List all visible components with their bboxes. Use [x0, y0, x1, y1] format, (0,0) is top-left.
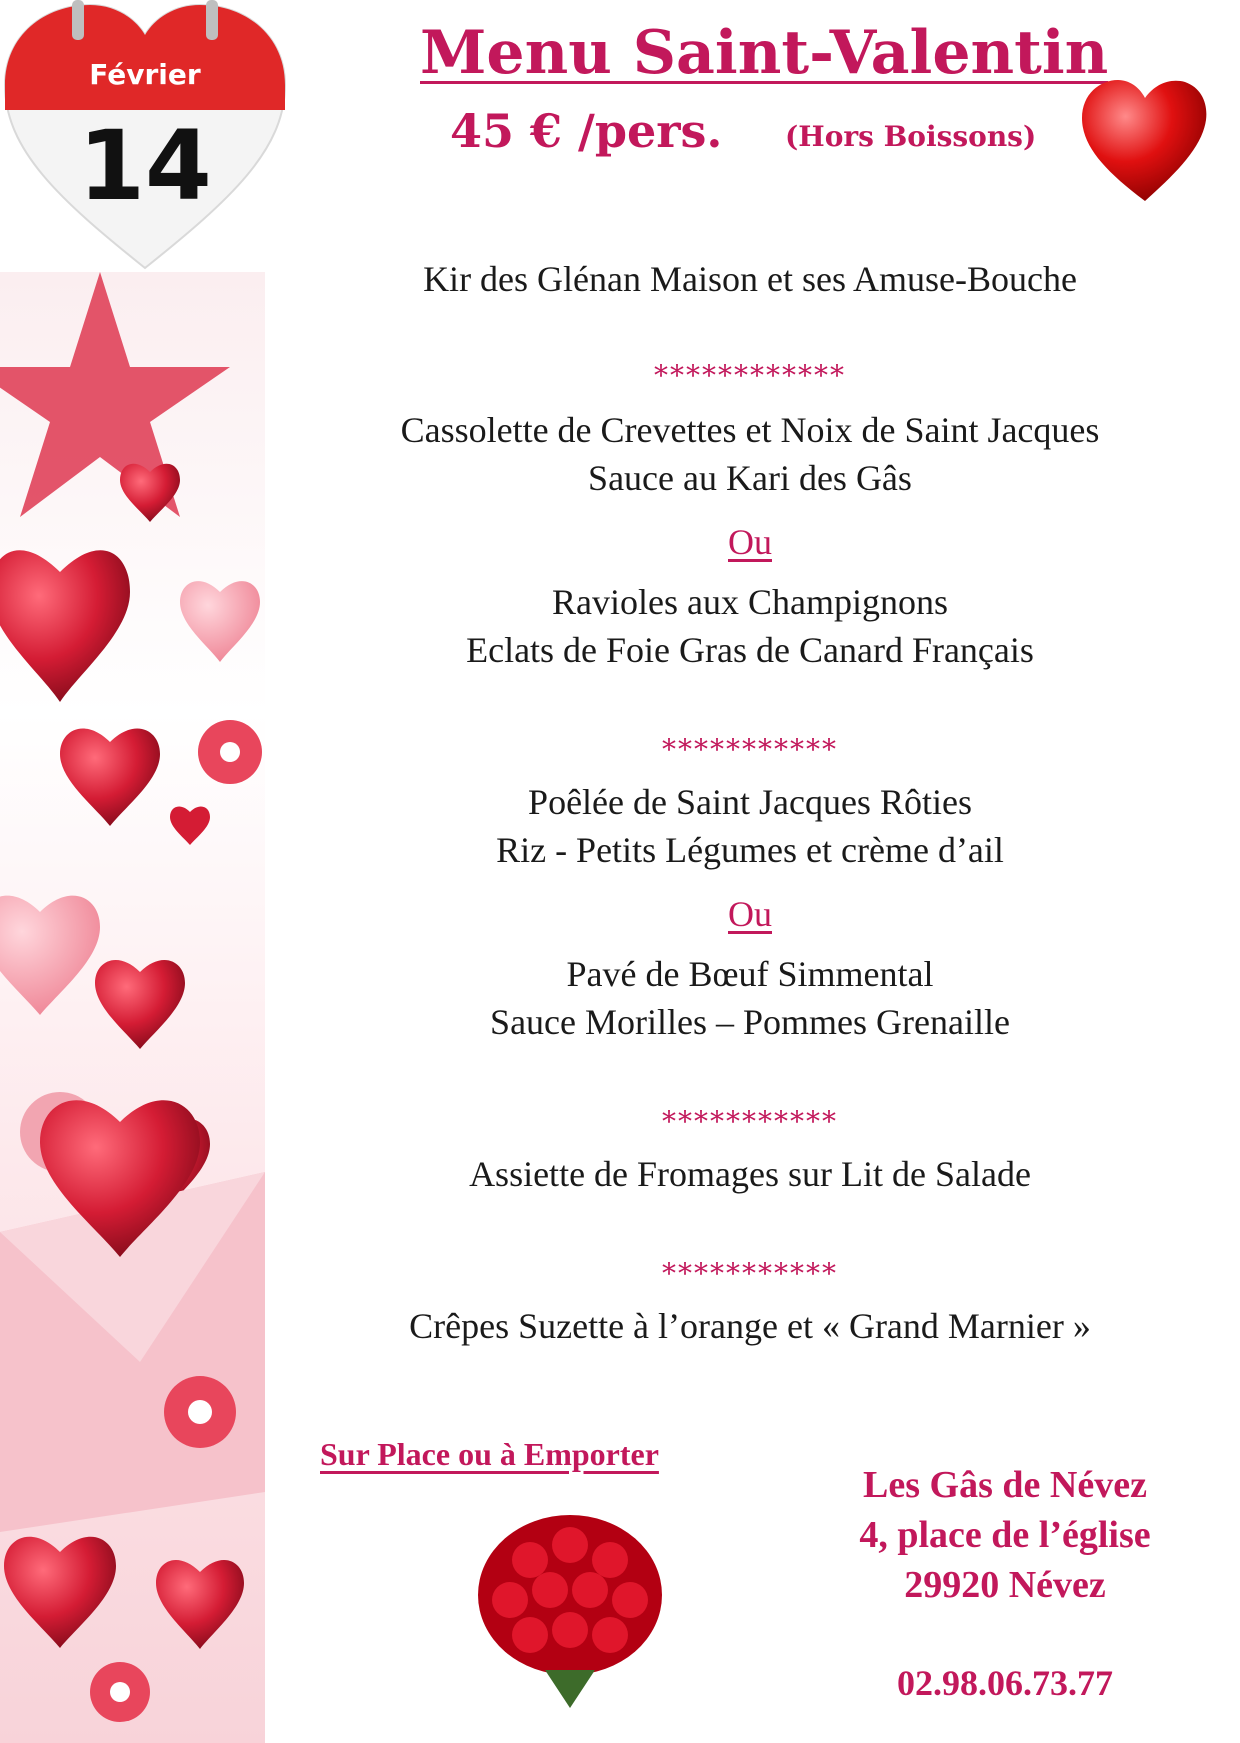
- address-block: [820, 1460, 1190, 1610]
- menu-dessert: Crêpes Suzette à l’orange et « Grand Marnier »: [409, 1306, 1091, 1346]
- menu-cheese: Assiette de Fromages sur Lit de Salade: [469, 1154, 1031, 1194]
- main-2-line-2: Sauce Morilles – Pommes Grenaille: [490, 1002, 1010, 1042]
- menu-separator: ***********: [662, 1257, 838, 1290]
- street-address: 4, place de l’église: [859, 1514, 1151, 1556]
- service-options: Sur Place ou à Emporter: [320, 1436, 659, 1472]
- menu-title: Menu Saint-Valentin: [420, 18, 1109, 88]
- starter-1-line-2: Sauce au Kari des Gâs: [588, 458, 912, 498]
- calendar-day: 14: [78, 110, 212, 222]
- menu-aperitif: Kir des Glénan Maison et ses Amuse-Bouche: [423, 259, 1077, 299]
- starter-2-line-2: Eclats de Foie Gras de Canard Français: [466, 630, 1034, 670]
- city: 29920 Névez: [904, 1564, 1106, 1606]
- heart-icon: [1080, 76, 1210, 206]
- starter-2-line-1: Ravioles aux Champignons: [552, 582, 948, 622]
- main-1-line-2: Riz - Petits Légumes et crème d’ail: [496, 830, 1004, 870]
- drinks-note: (Hors Boissons): [785, 120, 1037, 153]
- restaurant-name: Les Gâs de Névez: [863, 1464, 1147, 1506]
- menu-separator: ***********: [662, 733, 838, 766]
- phone-number: 02.98.06.73.77: [897, 1663, 1113, 1703]
- menu-separator: ************: [654, 359, 846, 392]
- calendar-graphic: [0, 0, 290, 270]
- roses-bouquet-icon: [470, 1500, 670, 1710]
- calendar-month: Février: [89, 58, 201, 91]
- or-label: Ou: [728, 894, 772, 934]
- decorative-banner: [0, 272, 265, 1743]
- hearts-decoration-icon: [0, 272, 265, 1743]
- starter-1-line-1: Cassolette de Crevettes et Noix de Saint Jacques: [400, 410, 1100, 450]
- price: 45 € /pers.: [450, 104, 723, 158]
- menu-separator: ***********: [662, 1105, 838, 1138]
- main-2-line-1: Pavé de Bœuf Simmental: [566, 954, 934, 994]
- or-label: Ou: [728, 522, 772, 562]
- main-1-line-1: Poêlée de Saint Jacques Rôties: [528, 782, 972, 822]
